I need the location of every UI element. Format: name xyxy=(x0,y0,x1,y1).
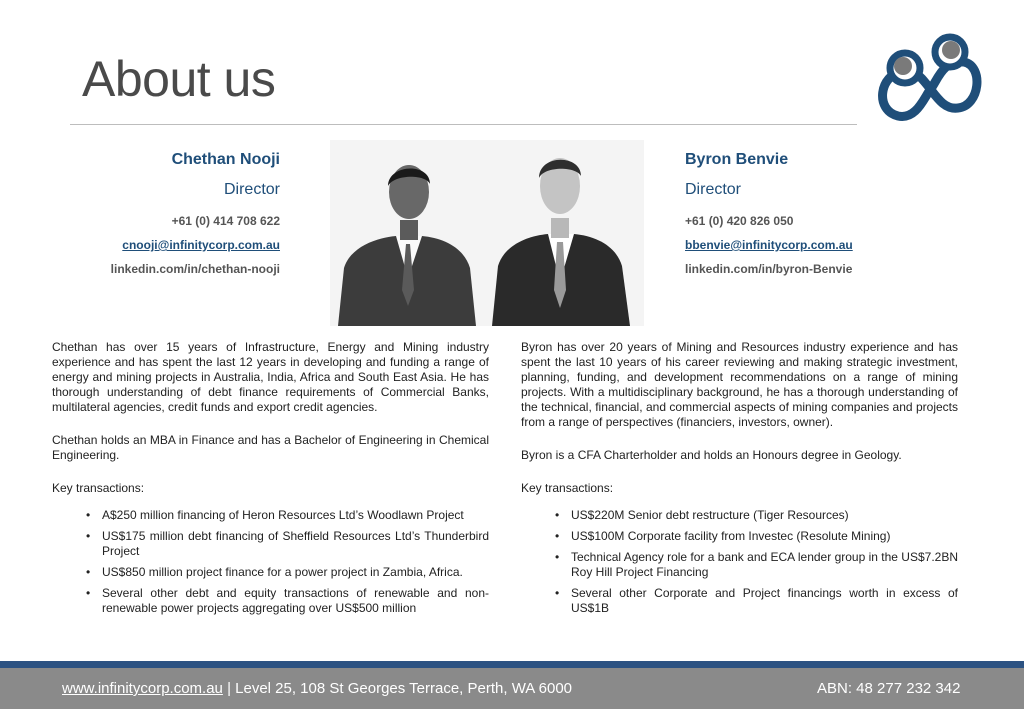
transactions-list xyxy=(521,508,958,616)
directors-photo xyxy=(330,140,644,326)
key-transactions-label: Key transactions: xyxy=(52,481,145,495)
footer xyxy=(0,668,1024,709)
person-phone: +61 (0) 420 826 050 xyxy=(685,214,794,228)
footer-contact xyxy=(62,680,572,697)
list-item: • A$250 million financing of Heron Resources Ltd’s Woodlawn Project xyxy=(102,508,489,523)
list-item: • Several other debt and equity transactions of renewable and non-renewable power projects aggregating over US$500 million xyxy=(102,586,489,616)
person-email-link[interactable]: bbenvie@infinitycorp.com.au xyxy=(685,238,853,252)
person-email-link[interactable]: cnooji@infinitycorp.com.au xyxy=(122,238,280,252)
website-link[interactable]: www.infinitycorp.com.au xyxy=(62,680,223,697)
list-item: • US$220M Senior debt restructure (Tiger Resources) xyxy=(571,508,958,523)
person-role: Director xyxy=(223,181,280,198)
person-name: Chethan Nooji xyxy=(171,151,280,168)
footer-abn: ABN: 48 277 232 342 xyxy=(817,680,961,697)
infinity-people-logo-icon xyxy=(872,32,982,122)
person-header-right xyxy=(685,150,853,276)
page-title: About us xyxy=(82,51,276,107)
bio-column-right xyxy=(521,340,958,622)
bio-paragraph: Chethan has over 15 years of Infrastructure, Energy and Mining industry experience and has spent the last 12 years in developing and funding a range of energy and mining projects in Australia, India, Africa and South East Asia. He has thorough understanding of debt finance requirements of Commercial Banks, multilateral agencies, credit funds and export credit agencies. xyxy=(52,340,489,414)
transactions-list xyxy=(52,508,489,616)
title-divider xyxy=(70,124,857,125)
key-transactions-label: Key transactions: xyxy=(521,481,614,495)
person-role: Director xyxy=(685,181,742,198)
bio-paragraph: Byron has over 20 years of Mining and Resources industry experience and has spent the last 10 years of his career reviewing and making strategic investment, planning, funding, and development recommendations on a range of mining projects. With a multidisciplinary background, he has a thorough understanding of the technical, financial, and commercial aspects of mining companies and projects from a range of perspectives (financiers, investors, owner). xyxy=(521,340,958,429)
list-item: • Technical Agency role for a bank and ECA lender group in the US$7.2BN Roy Hill Project Financing xyxy=(571,550,958,580)
person-linkedin: linkedin.com/in/byron-Benvie xyxy=(685,262,853,276)
bio-qualifications: Byron is a CFA Charterholder and holds an Honours degree in Geology. xyxy=(521,448,902,462)
footer-accent-strip xyxy=(0,661,1024,668)
person-linkedin: linkedin.com/in/chethan-nooji xyxy=(110,262,280,276)
bio-column-left xyxy=(52,340,489,622)
footer-address: Level 25, 108 St Georges Terrace, Perth, WA 6000 xyxy=(235,680,573,697)
list-item: • Several other Corporate and Project financings worth in excess of US$1B xyxy=(571,586,958,616)
person-phone: +61 (0) 414 708 622 xyxy=(171,214,280,228)
list-item: • US$850 million project finance for a power project in Zambia, Africa. xyxy=(102,565,489,580)
person-name: Byron Benvie xyxy=(685,151,789,168)
footer-separator: | xyxy=(222,680,236,697)
bio-qualifications: Chethan holds an MBA in Finance and has a Bachelor of Engineering in Chemical Engineering. xyxy=(52,433,489,462)
person-header-left xyxy=(111,150,280,276)
list-item: • US$100M Corporate facility from Investec (Resolute Mining) xyxy=(571,529,958,544)
list-item: • US$175 million debt financing of Sheffield Resources Ltd’s Thunderbird Project xyxy=(102,529,489,559)
